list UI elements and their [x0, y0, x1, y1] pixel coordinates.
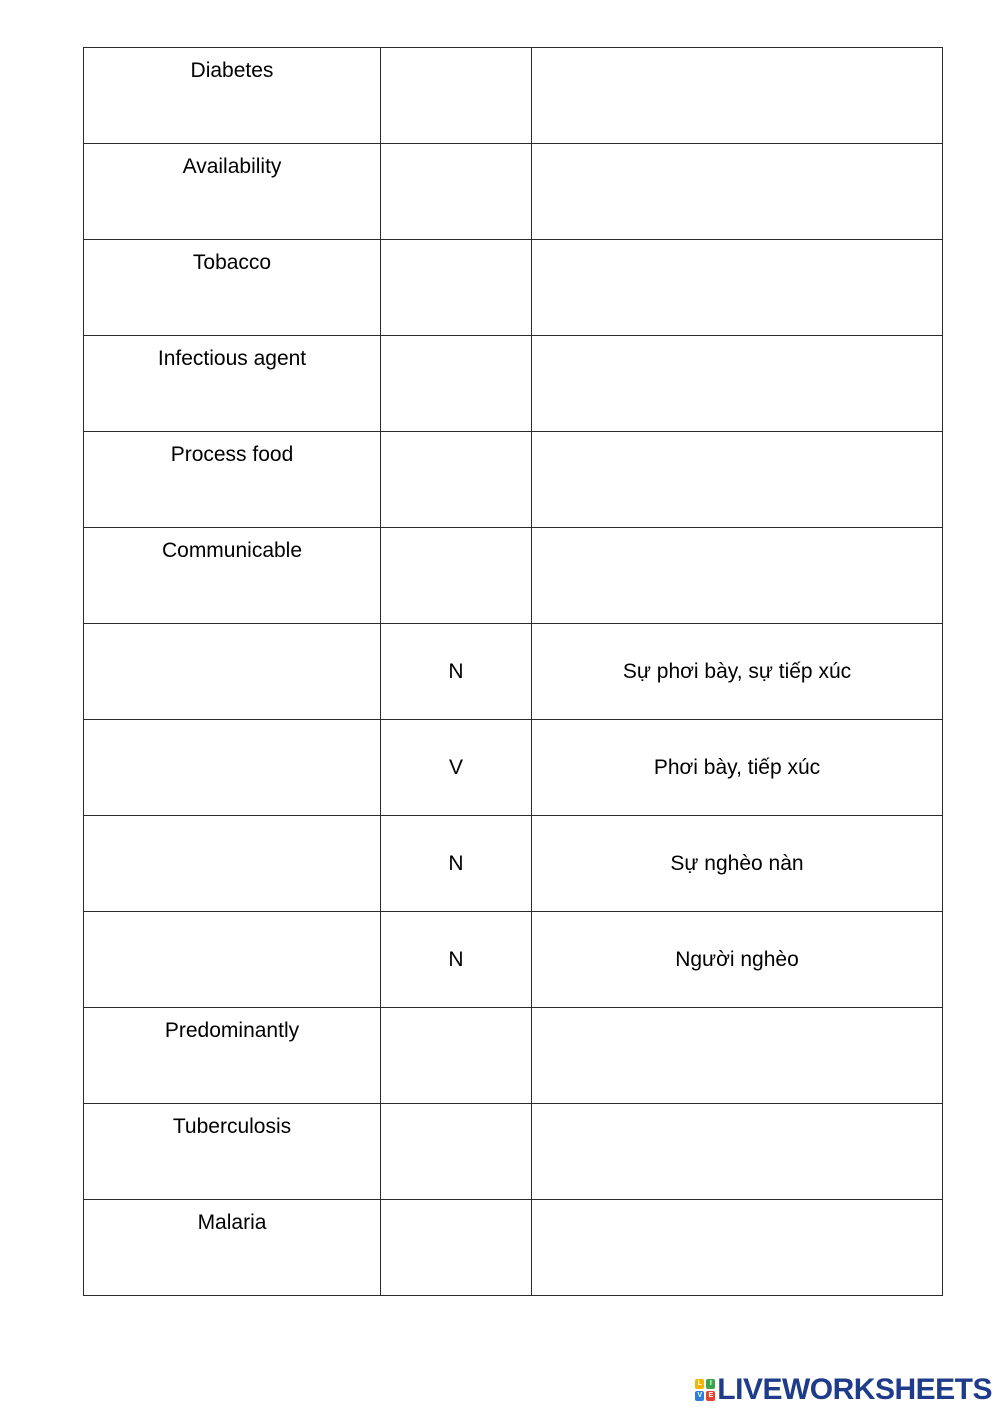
word-cell[interactable]: [84, 624, 381, 720]
word-type-cell: N: [381, 624, 532, 720]
table-row: [84, 432, 943, 528]
meaning-cell[interactable]: [532, 1008, 943, 1104]
word-cell[interactable]: Communicable: [84, 528, 381, 624]
logo-mark-tile: I: [706, 1379, 715, 1389]
liveworksheets-logo-text: LIVEWORKSHEETS: [717, 1373, 992, 1406]
word-type-cell[interactable]: [381, 1200, 532, 1296]
table-row: [84, 720, 943, 816]
table-row: [84, 240, 943, 336]
liveworksheets-logo: [695, 1375, 992, 1405]
word-cell: Predominantly: [84, 1008, 381, 1104]
logo-mark-tile: E: [706, 1391, 715, 1401]
word-type-cell[interactable]: [381, 240, 532, 336]
table-row: [84, 144, 943, 240]
meaning-cell[interactable]: [532, 432, 943, 528]
vocabulary-table: [83, 47, 943, 1296]
word-cell[interactable]: Process food: [84, 432, 381, 528]
word-type-cell: N: [381, 912, 532, 1008]
meaning-cell[interactable]: [532, 144, 943, 240]
meaning-cell[interactable]: [532, 528, 943, 624]
table-row: [84, 912, 943, 1008]
word-cell[interactable]: Diabetes: [84, 48, 381, 144]
meaning-cell[interactable]: [532, 336, 943, 432]
meaning-cell[interactable]: [532, 240, 943, 336]
meaning-cell: Sự nghèo nàn: [532, 816, 943, 912]
liveworksheets-logo-icon: [695, 1379, 715, 1401]
table-row: [84, 48, 943, 144]
vocabulary-table-body: [84, 48, 943, 1296]
word-cell[interactable]: Tobacco: [84, 240, 381, 336]
word-cell[interactable]: [84, 816, 381, 912]
word-type-cell[interactable]: [381, 432, 532, 528]
meaning-cell[interactable]: [532, 1104, 943, 1200]
word-cell: Tuberculosis: [84, 1104, 381, 1200]
word-type-cell[interactable]: [381, 1008, 532, 1104]
meaning-cell: Sự phơi bày, sự tiếp xúc: [532, 624, 943, 720]
word-type-cell[interactable]: [381, 1104, 532, 1200]
word-cell[interactable]: [84, 912, 381, 1008]
word-type-cell[interactable]: [381, 48, 532, 144]
table-row: [84, 336, 943, 432]
word-type-cell[interactable]: [381, 144, 532, 240]
logo-mark-tile: V: [695, 1391, 704, 1401]
word-type-cell: V: [381, 720, 532, 816]
table-row: [84, 528, 943, 624]
word-type-cell[interactable]: [381, 336, 532, 432]
word-cell[interactable]: [84, 720, 381, 816]
table-row: [84, 1200, 943, 1296]
word-cell[interactable]: Availability: [84, 144, 381, 240]
meaning-cell: Phơi bày, tiếp xúc: [532, 720, 943, 816]
meaning-cell[interactable]: [532, 48, 943, 144]
word-cell[interactable]: Infectious agent: [84, 336, 381, 432]
logo-mark-tile: L: [695, 1379, 704, 1389]
meaning-cell: Người nghèo: [532, 912, 943, 1008]
word-type-cell[interactable]: [381, 528, 532, 624]
table-row: [84, 816, 943, 912]
table-row: [84, 624, 943, 720]
table-row: [84, 1104, 943, 1200]
word-cell: Malaria: [84, 1200, 381, 1296]
table-row: [84, 1008, 943, 1104]
word-type-cell: N: [381, 816, 532, 912]
meaning-cell[interactable]: [532, 1200, 943, 1296]
